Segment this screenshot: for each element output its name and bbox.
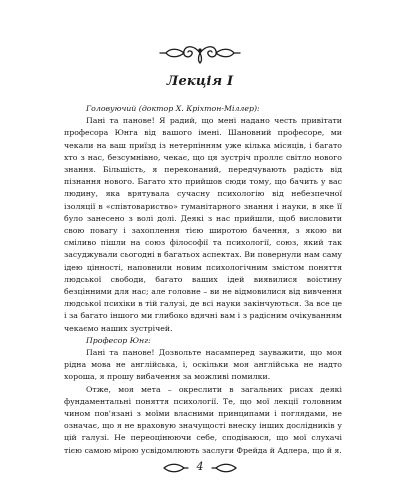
page-number: 4 [196,460,204,473]
speaker-line-jung: Професор Юнг: [86,335,151,345]
page-footer [0,461,400,475]
footer-ornament-left-icon [160,461,190,475]
footer-ornament-right-icon [210,461,240,475]
lecture-title: Лекція I [166,74,234,89]
paragraph: Пані та панове! Я радий, що мені надано честь привітати професора Юнга від вашого імені. Шановний професоре, ми чекали на ваш приїзд із нетерпінням уже кілька місяців, і багато хто з нас, безсумнівно, чекає, що ця зустріч проллє світло нового знання. Більшість, я переконаний, передчувають радість від пізнання нового. Багато хто прийшов сюди тому, що бачить у вас людину, яка врятувала сучасну психологію від небезпечної ізоляції в «співтовариство» гуманітарного знання і науки, в яке її було занесено з волі долі. Деякі з нас прийшли, щоб висловити свою повагу і захоплення тією широтою бачення, з якою ви сміливо пішли на союз філософії та психології, союз, який так засуджували сьогодні в багатьох аспектах. Ви повернули нам саму ідею цінності, наповнили новим психологічним змістом поняття людської свободи, багато ваших ідей виявилися воістину безцінними для нас; але головне – ви не відмовилися від вивчення людської психіки в тій галузі, де всі науки закінчуються. За все це і за багато іншого ми глибоко вдячні вам і з радісним очікуванням чекаємо наших зустрічей. [64,116,342,333]
decorative-ornament-icon [158,42,242,64]
speaker-line-chair: Головуючий (доктор Х. Кріхтон-Міллер): [86,104,260,113]
paragraph: Пані та панове! Дозвольте насамперед зауважити, що моя рідна мова не англійська, і, оскільки моя англійська не надто хороша, я прошу вибачення за можливі помилки. [64,348,342,382]
body-text [64,103,342,457]
paragraph: Отже, моя мета – окреслити в загальних рисах деякі фундаментальні поняття психології. Те, що мої лекції головним чином пов'язані з моїми власними принципами і поглядами, не означає, що я не враховую значущості внеску інших дослідників у цій галузі. Не переоцінюючи себе, сподіваюся, що мої слухачі тією самою мірою усвідомлюють заслуги Фрейда й Адлера, що й я. [64,384,342,455]
